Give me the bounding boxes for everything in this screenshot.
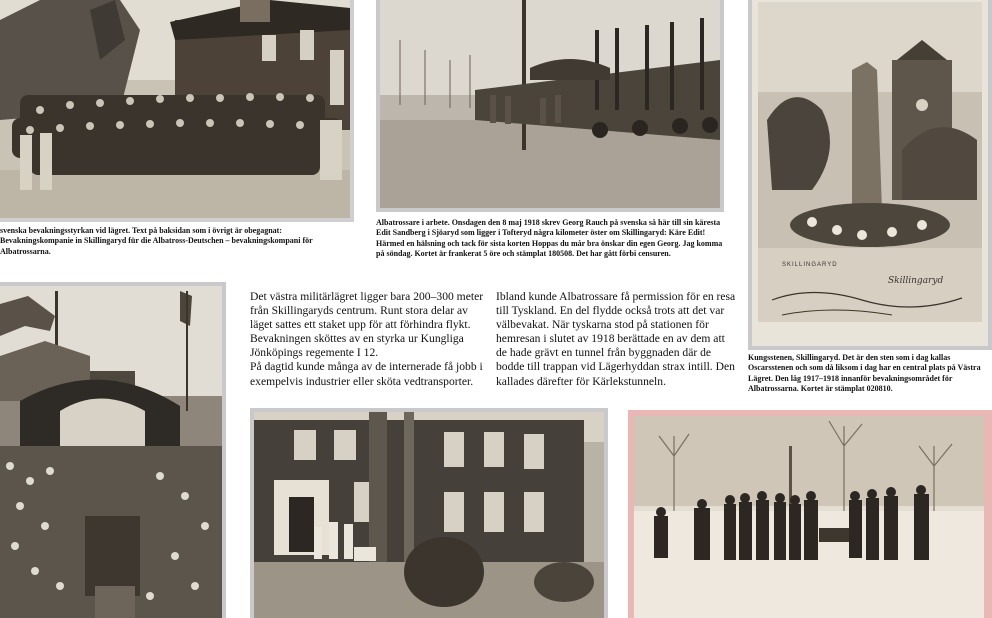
postcard-handwriting: Skillingaryd — [888, 276, 944, 286]
photo-albatross-work — [376, 0, 724, 212]
caption-kungsstenen: Kungsstenen, Skillingaryd. Det är den sten som i dag kallas Oscarsstenen och som då liksom i dag har en central plats på Västra Lägret. Den låg 1917–1918 innanför bevakningsområdet för Albatrossarna. Kortet är stämplat 020810. — [748, 353, 981, 394]
body-text-column-2: Ibland kunde Albatrossare få permission för en resa till Tyskland. En del flydde också trots att det var välbevakat. När tyskarna stod på stationen för hemresan i slutet av 1918 berättade en av dem att de hade grävt en tunnel från byggnaden där de bodde till trappan vid Lägerhyddan strax intill. Den kallades därefter för Kärlekstunneln. — [496, 290, 736, 388]
building-image — [254, 412, 604, 618]
postcard-stamp-text: SKILLINGARYD — [782, 262, 838, 268]
caption-soldiers-group: svenska bevakningsstyrkan vid lägret. Text på baksidan som i övrigt är obegagnat: Bevakningskompanie in Skillingaryd für die Albatross-Deutschen – bevakningskompani för Albatrossarna. — [0, 226, 313, 256]
photo-building — [250, 408, 608, 618]
crowd-flags-image — [0, 286, 222, 618]
caption-albatross-work: Albatrossare i arbete. Onsdagen den 8 maj 1918 skrev Georg Rauch på svenska så här till sin käresta Edit Sandberg i Sjöaryd som ligger i Tofteryd några kilometer öster om Skillingaryd: Käre Edit! Härmed en hälsning och tack för sista korten Hoppas du mår bra önskar din egen Georg. Jag komma på söndag. Kortet är frankerat 5 öre och stämplat 180508. Det har gått förbi censuren. — [376, 218, 723, 259]
soldiers-group-image — [0, 0, 350, 218]
photo-soldiers-group — [0, 0, 354, 222]
albatross-work-image — [380, 0, 720, 208]
winter-scene-image — [634, 416, 984, 618]
photo-winter-scene — [628, 410, 992, 618]
kungsstenen-image — [752, 0, 988, 346]
body-text-column-1: Det västra militärlägret ligger bara 200–300 meter från Skillingaryds centrum. Runt stora delar av läget sattes ett staket upp för att förhindra flykt. Bevakningen sköttes av en styrka ur Kungliga Jönköpings regemente I 12. På dagtid kunde många av de internerade få jobb i exempelvis industrier eller sköta vedtransporter. — [250, 290, 484, 388]
photo-crowd-flags — [0, 282, 226, 618]
photo-kungsstenen — [748, 0, 992, 350]
